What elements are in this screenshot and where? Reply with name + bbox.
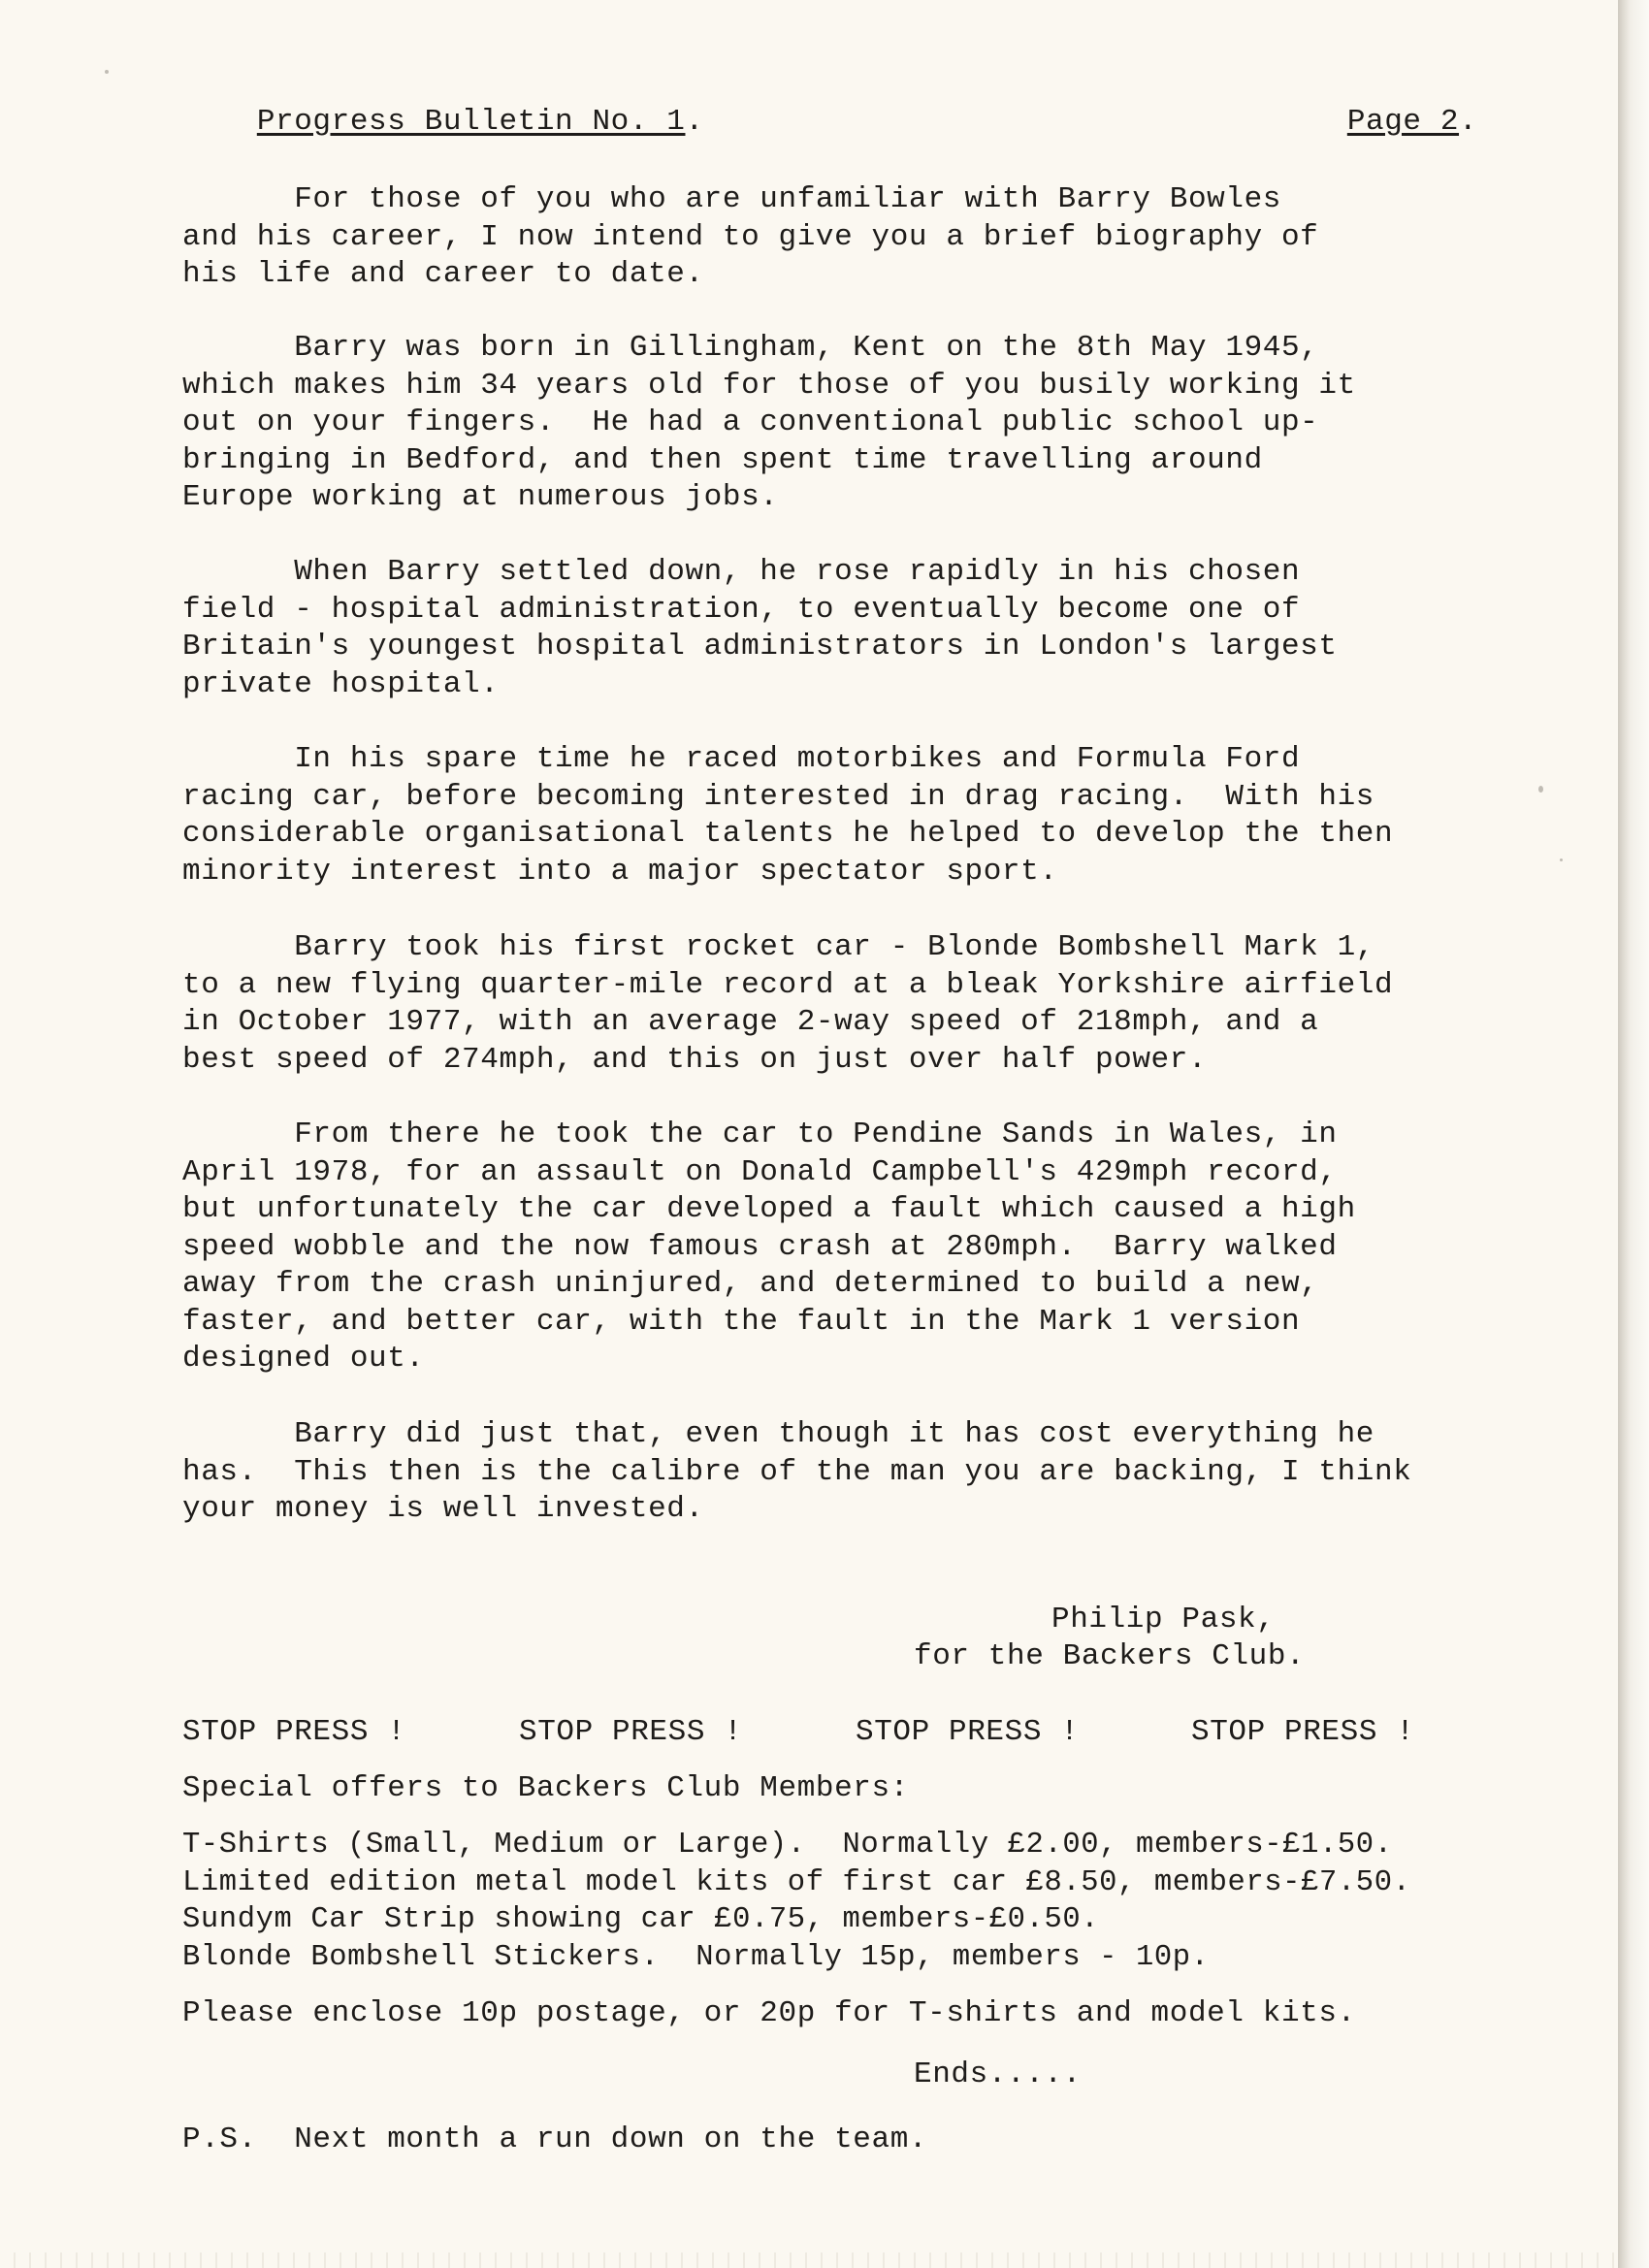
- paragraph-racing: [182, 741, 1393, 891]
- stop-press-3: STOP PRESS !: [856, 1715, 1080, 1749]
- text-line: In his spare time he raced motorbikes and Formula Ford: [182, 742, 1301, 776]
- page-bottom-edge: [0, 2252, 1618, 2268]
- text-line: Barry took his first rocket car - Blonde Bombshell Mark 1,: [182, 930, 1374, 964]
- text-line: has. This then is the calibre of the man you are backing, I think: [182, 1454, 1412, 1489]
- bulletin-title-period: .: [685, 104, 704, 139]
- paragraph-pendine: [182, 1117, 1356, 1378]
- offer-item: T-Shirts (Small, Medium or Large). Normally £2.00, members-£1.50.: [182, 1829, 1393, 1862]
- text-line: designed out.: [182, 1342, 425, 1376]
- bulletin-title: Progress Bulletin No. 1: [256, 104, 686, 139]
- text-line: and his career, I now intend to give you a brief biography of: [182, 219, 1319, 254]
- ends-marker: Ends.....: [914, 2057, 1082, 2091]
- text-line: out on your fingers. He had a conventional public school up-: [182, 405, 1319, 439]
- text-line: your money is well invested.: [182, 1492, 704, 1526]
- offers-list: [182, 1827, 1411, 1976]
- text-line: speed wobble and the now famous crash at 280mph. Barry walked: [182, 1229, 1338, 1264]
- text-line: Britain's youngest hospital administrators in London's largest: [182, 630, 1338, 664]
- text-line: bringing in Bedford, and then spent time travelling around: [182, 442, 1263, 477]
- text-line: away from the crash uninjured, and determined to build a new,: [182, 1267, 1319, 1301]
- text-line: For those of you who are unfamiliar with Barry Bowles: [182, 182, 1281, 216]
- text-line: private hospital.: [182, 666, 500, 701]
- text-line: which makes him 34 years old for those of you busily working it: [182, 368, 1356, 403]
- postage-note: Please enclose 10p postage, or 20p for T-shirts and model kits.: [182, 1996, 1356, 2030]
- signature-role: for the Backers Club.: [914, 1639, 1306, 1673]
- page-number: Page 2: [1346, 104, 1460, 139]
- stop-press-1: STOP PRESS !: [182, 1715, 406, 1749]
- text-line: in October 1977, with an average 2-way speed of 218mph, and a: [182, 1005, 1319, 1039]
- text-line: Europe working at numerous jobs.: [182, 480, 779, 514]
- offer-item: Limited edition metal model kits of first car £8.50, members-£7.50.: [182, 1865, 1411, 1899]
- offers-heading: Special offers to Backers Club Members:: [182, 1771, 909, 1805]
- page-side-edge: [1618, 0, 1649, 2268]
- paragraph-birth: [182, 330, 1356, 517]
- text-line: When Barry settled down, he rose rapidly in his chosen: [182, 555, 1301, 589]
- scan-speck: [1538, 786, 1543, 793]
- paragraph-rocket-car: [182, 929, 1393, 1079]
- text-line: faster, and better car, with the fault in the Mark 1 version: [182, 1304, 1301, 1339]
- text-line: From there he took the car to Pendine Sands in Wales, in: [182, 1118, 1338, 1151]
- page-number-wrap: [1273, 66, 1477, 178]
- text-line: to a new flying quarter-mile record at a bleak Yorkshire airfield: [182, 967, 1394, 1002]
- postscript: P.S. Next month a run down on the team.: [182, 2122, 928, 2156]
- page-number-period: .: [1459, 104, 1478, 139]
- scan-speck: [1560, 859, 1563, 861]
- text-line: but unfortunately the car developed a fault which caused a high: [182, 1192, 1356, 1226]
- offer-item: Sundym Car Strip showing car £0.75, members-£0.50.: [182, 1903, 1100, 1936]
- stop-press-4: STOP PRESS !: [1191, 1715, 1415, 1749]
- offer-item: Blonde Bombshell Stickers. Normally 15p, members - 10p.: [182, 1940, 1210, 1974]
- paragraph-calibre: [182, 1416, 1411, 1529]
- text-line: considerable organisational talents he helped to develop the then: [182, 817, 1394, 851]
- paragraph-intro: [182, 181, 1318, 294]
- text-line: field - hospital administration, to eventually become one of: [182, 592, 1301, 627]
- scan-speck: [105, 70, 109, 74]
- text-line: Barry was born in Gillingham, Kent on the 8th May 1945,: [182, 331, 1319, 365]
- signature-name: Philip Pask,: [1051, 1603, 1276, 1636]
- text-line: his life and career to date.: [182, 257, 704, 291]
- text-line: April 1978, for an assault on Donald Campbell's 429mph record,: [182, 1154, 1338, 1189]
- page-header: [182, 66, 704, 178]
- text-line: best speed of 274mph, and this on just over half power.: [182, 1042, 1208, 1077]
- text-line: Barry did just that, even though it has cost everything he: [182, 1417, 1374, 1451]
- paragraph-career: [182, 554, 1338, 703]
- text-line: minority interest into a major spectator sport.: [182, 854, 1058, 889]
- stop-press-2: STOP PRESS !: [519, 1715, 743, 1749]
- text-line: racing car, before becoming interested in drag racing. With his: [182, 779, 1374, 814]
